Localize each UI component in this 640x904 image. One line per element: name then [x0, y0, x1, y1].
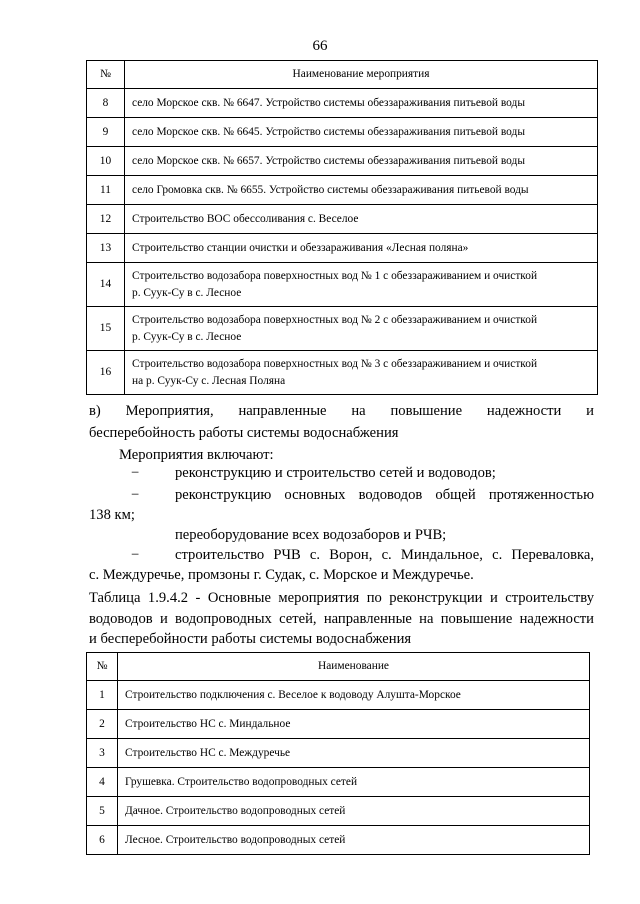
row-text-line: Строительство водозабора поверхностных вод № 3 с обеззараживанием и очисткой [132, 357, 538, 370]
table-header-row [87, 653, 590, 681]
row-number: 11 [87, 176, 125, 205]
table-caption-line-3: и бесперебойности работы системы водоснабжения [89, 631, 412, 647]
table-row [87, 710, 590, 739]
table-row [87, 681, 590, 710]
column-header-name: Наименование мероприятия [125, 61, 598, 89]
table-row [87, 797, 590, 826]
row-number: 8 [87, 89, 125, 118]
bullet-text: строительство РЧВ с. Ворон, с. Миндальное, с. Переваловка, [175, 547, 594, 563]
row-number: 12 [87, 205, 125, 234]
row-text-line: на р. Суук-Су с. Лесная Поляна [132, 374, 286, 387]
row-number: 6 [87, 826, 118, 855]
column-header-number: № [87, 653, 118, 681]
table-caption-line-2: водоводов и водопроводных сетей, направленные на повышение надежности [89, 611, 594, 627]
table-row [87, 826, 590, 855]
bullet-item [89, 464, 594, 483]
dash-marker: − [131, 465, 140, 481]
row-number: 1 [87, 681, 118, 710]
bullet-item [89, 486, 594, 505]
table-row [87, 263, 598, 307]
page-number: 66 [312, 38, 328, 54]
row-number: 9 [87, 118, 125, 147]
row-text: Строительство НС с. Междуречье [118, 739, 590, 768]
column-header-number: № [87, 61, 125, 89]
row-text: Строительство подключения с. Веселое к водоводу Алушта-Морское [118, 681, 590, 710]
dash-marker: − [131, 487, 140, 503]
bullet-item [89, 526, 594, 545]
row-number: 13 [87, 234, 125, 263]
table-row [87, 739, 590, 768]
row-text: село Морское скв. № 6647. Устройство системы обеззараживания питьевой воды [125, 89, 598, 118]
row-text: село Морское скв. № 6645. Устройство системы обеззараживания питьевой воды [125, 118, 598, 147]
table-row [87, 234, 598, 263]
reconstruction-table [86, 652, 590, 855]
bullet-text: реконструкцию основных водоводов общей протяженностью [175, 487, 594, 503]
paragraph-heading-line-2: бесперебойность работы системы водоснабжения [89, 425, 399, 441]
row-number: 3 [87, 739, 118, 768]
table-row [87, 307, 598, 351]
bullet-text: переоборудование всех водозаборов и РЧВ; [175, 527, 447, 543]
row-number: 14 [87, 263, 125, 307]
column-header-name: Наименование [118, 653, 590, 681]
row-text [125, 263, 598, 307]
row-text-line: Строительство водозабора поверхностных вод № 2 с обеззараживанием и очисткой [132, 313, 538, 326]
paragraph-intro: Мероприятия включают: [119, 447, 274, 463]
table-row [87, 118, 598, 147]
row-text: Дачное. Строительство водопроводных сетей [118, 797, 590, 826]
row-number: 16 [87, 351, 125, 395]
row-text [125, 307, 598, 351]
row-number: 15 [87, 307, 125, 351]
table-row [87, 147, 598, 176]
table-row [87, 768, 590, 797]
bullet-text-continuation: с. Междуречье, промзоны г. Судак, с. Морское и Междуречье. [89, 567, 474, 583]
row-text: село Морское скв. № 6657. Устройство системы обеззараживания питьевой воды [125, 147, 598, 176]
row-text: Строительство ВОС обессоливания с. Веселое [125, 205, 598, 234]
bullet-item [89, 546, 594, 565]
table-header-row [87, 61, 598, 89]
bullet-text-continuation: 138 км; [89, 507, 135, 523]
row-text: Строительство станции очистки и обеззараживания «Лесная поляна» [125, 234, 598, 263]
paragraph-heading-line-1: в) Мероприятия, направленные на повышение надежности и [89, 403, 594, 419]
row-number: 5 [87, 797, 118, 826]
row-text: Грушевка. Строительство водопроводных сетей [118, 768, 590, 797]
row-text [125, 351, 598, 395]
table-row [87, 351, 598, 395]
table-row [87, 205, 598, 234]
bullet-text: реконструкцию и строительство сетей и водоводов; [175, 465, 496, 481]
row-text: Строительство НС с. Миндальное [118, 710, 590, 739]
table-caption-line-1: Таблица 1.9.4.2 - Основные мероприятия по реконструкции и строительству [89, 590, 594, 606]
row-text-line: р. Суук-Су в с. Лесное [132, 286, 242, 299]
row-number: 4 [87, 768, 118, 797]
dash-marker: − [131, 547, 140, 563]
row-text-line: Строительство водозабора поверхностных вод № 1 с обеззараживанием и очисткой [132, 269, 538, 282]
measures-table-continued [86, 60, 598, 395]
row-text: село Громовка скв. № 6655. Устройство системы обеззараживания питьевой воды [125, 176, 598, 205]
table-row [87, 176, 598, 205]
row-text: Лесное. Строительство водопроводных сетей [118, 826, 590, 855]
row-number: 10 [87, 147, 125, 176]
row-number: 2 [87, 710, 118, 739]
row-text-line: р. Суук-Су в с. Лесное [132, 330, 242, 343]
table-row [87, 89, 598, 118]
